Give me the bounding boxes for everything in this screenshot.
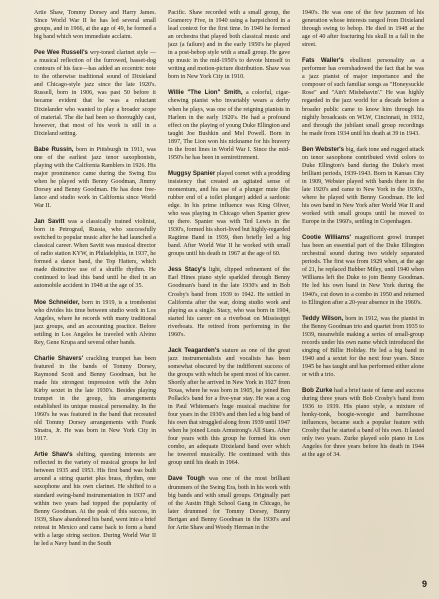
entry-name: Moe Schneider, bbox=[34, 298, 80, 306]
entry-name: Cootie Williams' bbox=[302, 234, 351, 242]
paragraph bbox=[34, 355, 156, 444]
entry-name: Pee Wee Russell's bbox=[34, 49, 88, 57]
entry-text: stature as one of the great jazz instrumentalists and vocalists has been somewhat obscured by the indifferent success of the groups with which he spent most of his career. Shortly after he arrived in New York in 1927 from Texas, where he was born in 1905, he joined Ben Pollack's band for a five-year stay. He was a cog in Paul Whiteman's huge musical machine for four years in the 1930's and then led a big band of his own that struggled along from 1939 until 1947 when he joined Louis Armstrong's All Stars. After four years with this group he formed his own combo, an adequate Dixieland band over which he towered musically. He continued with this group until his death in 1964. bbox=[168, 347, 290, 467]
paragraph bbox=[168, 9, 290, 81]
paragraph bbox=[168, 170, 290, 259]
paragraph bbox=[34, 49, 156, 138]
paragraph bbox=[34, 451, 156, 548]
entry-name: Jan Savitt bbox=[34, 218, 65, 226]
entry-name: Dave Tough bbox=[168, 475, 205, 483]
entry-text: magnificent growl trumpet has been an essential part of the Duke Ellington orchestral sound during two widely separated periods. The first was from 1929 when, at the age of 21, he replaced Bubber Miley, until 1940 when Williams left the Duke to join Benny Goodman. He led his own band in New York during the 1940's, cut down to a combo in 1950 and returned to Ellington after a 20-year absence in the 1960's. bbox=[302, 235, 424, 306]
entry-name: Muggsy Spanier bbox=[168, 169, 216, 177]
entry-name: Ben Webster's bbox=[302, 145, 345, 153]
entry-text: Artie Shaw, Tommy Dorsey and Harry James. Since World War II he has led several small groups, and in 1966, at the age of 49, he formed a big band which won immediate acclaim. bbox=[34, 10, 156, 41]
entry-text: 1940's. He was one of the few jazzmen of his generation whose interests ranged from Dixieland through swing to bebop. He died in 1948 at the age of 40 after fracturing his skull in a fall in the street. bbox=[302, 10, 424, 49]
entry-text: crackling trumpet has been featured in the bands of Tommy Dorsey, Raymond Scott and Benny Goodman, but he made his strongest impression with the John Kirby sextet in the late 1930's. Besides playing trumpet in the group, his arrangements established its unique musical personality. In the 1960's he was featured in the band that recreated old Tommy Dorsey arrangements with Frank Sinatra, Jr. He was born in New York City in 1917. bbox=[34, 355, 156, 443]
entry-text: born in Pittsburgh in 1911, was one of the earliest jazz tenor saxophonists, playing with the California Ramblers in 1926. His major prominence came during the Swing Era when he played with Benny Goodman, Jimmy Dorsey and Benny Goodman. He has done free-lance and studio work in California since World War II. bbox=[34, 146, 156, 210]
page-number: 9 bbox=[421, 579, 427, 589]
paragraph bbox=[302, 315, 424, 379]
paragraph bbox=[168, 266, 290, 338]
paragraph bbox=[34, 218, 156, 290]
entry-text: had a brief taste of fame and success during three years with Bob Crosby's band from 1936 to 1939. His piano style, a mixture of honky-tonk, boogie-woogie and barrelhouse influences, became such a popular feature with Crosby that he started a band of his own. It lasted only two years. Zurke played solo piano in Los Angeles for three years before his death in 1944 at the age of 34. bbox=[302, 387, 424, 459]
entry-text: big, dark tone and rugged attack on tenor saxophone contributed vivid colors to Duke Ellington's band during the Duke's most brilliant periods, 1939-1943. Born in Kansas City in 1909, Webster played with bands there in the late 1920's and came to New York in the 1930's, where he played with Benny Goodman. He led his own band in New York after World War II and worked with small groups until he moved to Europe in the 1960's, settling in Copenhagen. bbox=[302, 146, 424, 226]
paragraph bbox=[34, 299, 156, 347]
text-columns bbox=[34, 9, 424, 577]
entry-text: born in 1919, is a trombonist who divides his time between studio work in Los Angeles, where he records with many traditional jazz groups, and an accounting practice. Before settling in Los Angeles he traveled with Alvino Rey, Gene Krupa and several other bands. bbox=[34, 299, 156, 346]
paragraph bbox=[168, 475, 290, 531]
column-2 bbox=[168, 9, 290, 577]
paragraph bbox=[34, 146, 156, 210]
paragraph bbox=[168, 89, 290, 161]
entry-text: ebullient personality as a performer has overshadowed the fact that he was a jazz pianist of major importance and the composer of such familiar songs as "Honeysuckle Rose" and "Ain't Misbehavin'." He was highly regarded in the jazz world for a decade before a broader public came to know him through his nightly broadcasts on WLW, Cincinnati, in 1932, and through the jubilant small group recordings he made from 1934 until his death at 39 in 1943. bbox=[302, 58, 424, 137]
entry-text: Pacific. Shaw recorded with a small group, the Gramercy Five, in 1940 using a harpsichord in a lead context for the first time. In 1949 he formed an orchestra that played both classical music and jazz (a failure) and in the early 1950's he played in a post-bebop style with a small group. He gave up music in the mid-1950's to devote himself to writing and motion-picture distribution. Shaw was born in New York City in 1910. bbox=[168, 10, 290, 81]
entry-name: Artie Shaw's bbox=[34, 451, 73, 459]
entry-text: was a classically trained violinist, born in Petrograd, Russia, who successfully switched to popular music after he had launched a classical career. When Savitt was musical director of radio station KYW, in Philadelphia, in 1937, he formed a dance band, the Top Hatters, which made distinctive use of a shuffle rhythm. He continued to lead this band until he died in an automobile accident in 1948 at the age of 35. bbox=[34, 219, 156, 290]
entry-text: born in 1912, was the pianist in the Benny Goodman trio and quartet from 1935 to 1939, meanwhile making a series of small-group records under his own name which introduced the singing of Billie Holiday. He led a big band in 1940 and a sextet for the next four years. Since 1945 he has taught and has performed either alone or with a trio. bbox=[302, 315, 424, 378]
paragraph bbox=[302, 146, 424, 226]
paragraph bbox=[302, 57, 424, 137]
paragraph bbox=[302, 234, 424, 306]
paragraph bbox=[168, 347, 290, 468]
entry-name: Willie "The Lion" Smith, bbox=[168, 89, 243, 97]
column-1 bbox=[34, 9, 156, 577]
entry-name: Jess Stacy's bbox=[168, 266, 206, 274]
paragraph bbox=[302, 9, 424, 49]
entry-name: Fats Waller's bbox=[302, 57, 344, 65]
entry-text: shifting, questing interests are reflected in the variety of musical groups he led between 1935 and 1953. His first band was built around a string quartet plus brass, rhythm, one saxophone and his own clarinet. He shifted to a standard swing-band instrumentation in 1937 and within two years had topped the popularity of Benny Goodman. At the peak of this success, in 1939, Shaw abandoned his band, went into a brief retreat in Mexico and came back to form a band with a large string section. During World War II he led a Navy band in the South bbox=[34, 452, 156, 547]
column-3 bbox=[302, 9, 424, 577]
entry-name: Charlie Shavers' bbox=[34, 354, 84, 362]
entry-text: a colorful, cigar-chewing pianist who invariably wears a derby when he plays, was one of the reigning pianists in Harlem in the early 1920's. He had a profound effect on the playing of young Duke Ellington and taught Joe Bushkin and Mel Powell. Born in 1897, The Lion won his nickname for his bravery in the front lines in World War I. Since the mid-1950's he has been in semiretirement. bbox=[168, 90, 290, 161]
entry-text: was one of the most brilliant drummers of the Swing Era, both in his work with big bands and with small groups. Originally part of the Austin High School Gang in Chicago, he later drummed for Tommy Dorsey, Bunny Berigan and Benny Goodman in the 1930's and for Artie Shaw and Woody Herman in the bbox=[168, 476, 290, 531]
entry-text: light, clipped refinement of the Earl Hines piano style sparkled through Benny Goodman's band in the late 1930's and in Bob Crosby's band from 1939 to 1942. He settled in California after the war, doing studio work and playing as a single. Stacy, who was born in 1904, started his career on a riverboat on Mississippi riverboats. He retired from performing in the 1960's. bbox=[168, 267, 290, 338]
entry-text: wry-toned clarinet style —a musical reflection of the furrowed, basset-dog contours of his face—has added an eccentric note to the otherwise traditional sound of Dixieland and Chicago-style jazz since the late 1920's. Russell, born in 1906, was past 50 before it became evident that he was a reluctant Dixielander who wanted to play a broader scope of material. The die had been so thoroughly cast, however, that most of his work is still in a Dixieland setting. bbox=[34, 50, 156, 137]
entry-name: Teddy Wilson, bbox=[302, 314, 344, 322]
paragraph bbox=[302, 387, 424, 459]
entry-name: Babe Russin, bbox=[34, 145, 74, 153]
entry-name: Jack Teagarden's bbox=[168, 346, 220, 354]
entry-text: played cornet with a prodding insistency that created an agitated sense of momentum, and his use of a plunger mute (the rubber end of a toilet plunger) added a sardonic edge. In his prime influence was King Oliver, who was playing in Chicago when Spanier grew up there. Spanier was with Ted Lewis in the 1930's, formed his short-lived but highly-regarded Ragtime Band in 1939, then briefly led a big band. After World War II he worked with small groups until his death in 1967 at the age of 60. bbox=[168, 170, 290, 258]
paragraph bbox=[34, 9, 156, 41]
entry-name: Bob Zurke bbox=[302, 386, 333, 394]
